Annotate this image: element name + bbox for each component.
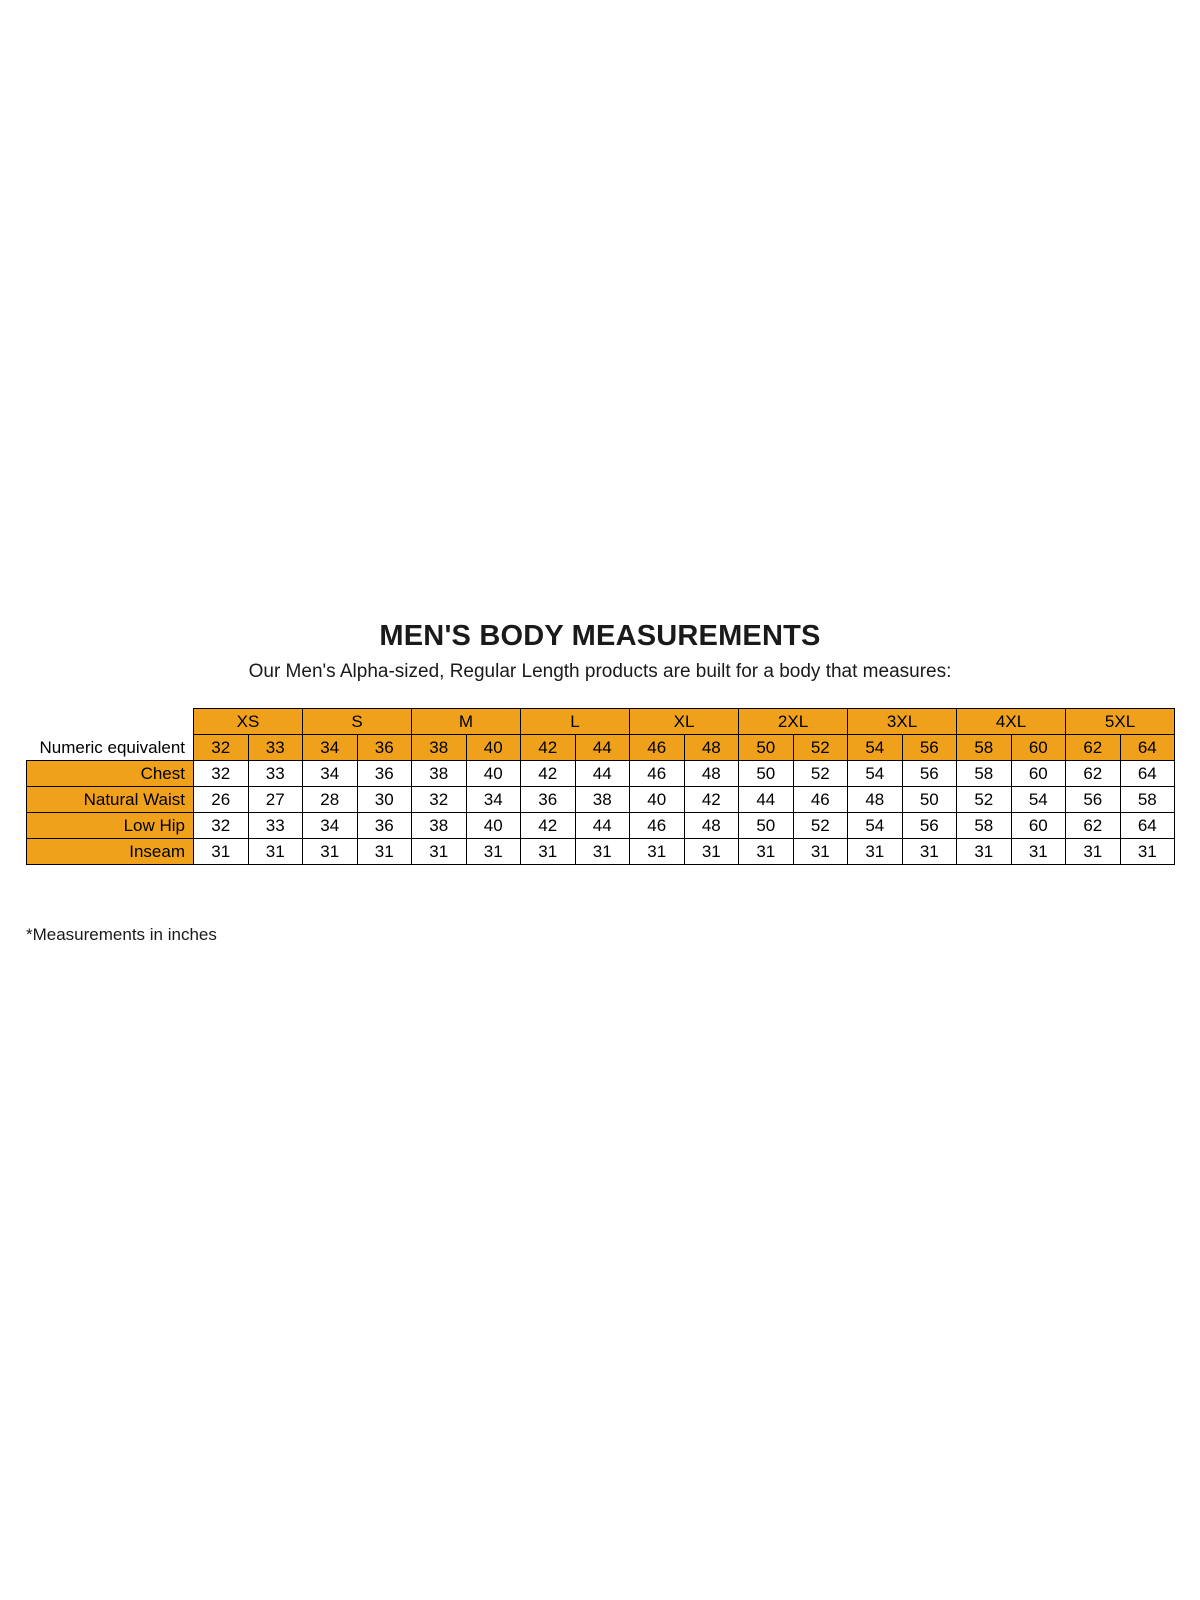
- cell-chest-12: 54: [848, 761, 903, 787]
- cell-chest-4: 38: [412, 761, 467, 787]
- cell-hip-9: 48: [684, 813, 739, 839]
- cell-hip-14: 58: [957, 813, 1012, 839]
- cell-chest-8: 46: [630, 761, 685, 787]
- cell-chest-17: 64: [1120, 761, 1175, 787]
- row-label-natural-waist: Natural Waist: [27, 787, 194, 813]
- cell-waist-13: 50: [902, 787, 957, 813]
- cell-numeric-3: 36: [357, 735, 412, 761]
- cell-waist-2: 28: [303, 787, 358, 813]
- table-row-low-hip: [27, 813, 1175, 839]
- table-row-chest: [27, 761, 1175, 787]
- cell-hip-11: 52: [793, 813, 848, 839]
- cell-numeric-12: 54: [848, 735, 903, 761]
- cell-hip-6: 42: [521, 813, 576, 839]
- cell-numeric-13: 56: [902, 735, 957, 761]
- cell-numeric-2: 34: [303, 735, 358, 761]
- cell-numeric-16: 62: [1066, 735, 1121, 761]
- size-header-3xl: 3XL: [848, 709, 957, 735]
- page-subtitle: Our Men's Alpha-sized, Regular Length products are built for a body that measures:: [248, 661, 952, 682]
- cell-numeric-5: 40: [466, 735, 521, 761]
- cell-inseam-15: 31: [1011, 839, 1066, 865]
- cell-inseam-17: 31: [1120, 839, 1175, 865]
- row-label-low-hip: Low Hip: [27, 813, 194, 839]
- cell-numeric-9: 48: [684, 735, 739, 761]
- cell-hip-7: 44: [575, 813, 630, 839]
- cell-inseam-16: 31: [1066, 839, 1121, 865]
- size-header-xl: XL: [630, 709, 739, 735]
- cell-inseam-8: 31: [630, 839, 685, 865]
- page-title: MEN'S BODY MEASUREMENTS: [379, 620, 821, 652]
- cell-chest-14: 58: [957, 761, 1012, 787]
- cell-chest-1: 33: [248, 761, 303, 787]
- row-label-chest: Chest: [27, 761, 194, 787]
- cell-inseam-2: 31: [303, 839, 358, 865]
- cell-waist-4: 32: [412, 787, 467, 813]
- cell-numeric-0: 32: [194, 735, 249, 761]
- cell-numeric-6: 42: [521, 735, 576, 761]
- cell-chest-2: 34: [303, 761, 358, 787]
- row-label-inseam: Inseam: [27, 839, 194, 865]
- cell-waist-12: 48: [848, 787, 903, 813]
- cell-hip-13: 56: [902, 813, 957, 839]
- table-row-numeric-equivalent: [27, 735, 1175, 761]
- cell-chest-9: 48: [684, 761, 739, 787]
- size-header-4xl: 4XL: [957, 709, 1066, 735]
- footnote: *Measurements in inches: [26, 925, 217, 944]
- cell-hip-3: 36: [357, 813, 412, 839]
- size-header-m: M: [412, 709, 521, 735]
- measurements-table-container: [26, 708, 1174, 865]
- size-header-l: L: [521, 709, 630, 735]
- cell-chest-6: 42: [521, 761, 576, 787]
- cell-numeric-7: 44: [575, 735, 630, 761]
- size-header-s: S: [303, 709, 412, 735]
- cell-numeric-14: 58: [957, 735, 1012, 761]
- cell-hip-4: 38: [412, 813, 467, 839]
- cell-inseam-3: 31: [357, 839, 412, 865]
- table-row-size-headers: [27, 709, 1175, 735]
- corner-spacer: [27, 709, 194, 735]
- cell-numeric-4: 38: [412, 735, 467, 761]
- cell-waist-3: 30: [357, 787, 412, 813]
- size-header-5xl: 5XL: [1066, 709, 1175, 735]
- cell-inseam-13: 31: [902, 839, 957, 865]
- table-row-inseam: [27, 839, 1175, 865]
- size-header-xs: XS: [194, 709, 303, 735]
- cell-chest-0: 32: [194, 761, 249, 787]
- cell-waist-17: 58: [1120, 787, 1175, 813]
- cell-waist-7: 38: [575, 787, 630, 813]
- cell-numeric-8: 46: [630, 735, 685, 761]
- cell-inseam-11: 31: [793, 839, 848, 865]
- row-label-numeric-equivalent: Numeric equivalent: [39, 737, 185, 757]
- cell-chest-15: 60: [1011, 761, 1066, 787]
- cell-numeric-11: 52: [793, 735, 848, 761]
- cell-waist-8: 40: [630, 787, 685, 813]
- cell-numeric-15: 60: [1011, 735, 1066, 761]
- cell-chest-11: 52: [793, 761, 848, 787]
- cell-waist-0: 26: [194, 787, 249, 813]
- cell-chest-3: 36: [357, 761, 412, 787]
- table-row-natural-waist: [27, 787, 1175, 813]
- cell-waist-1: 27: [248, 787, 303, 813]
- cell-waist-6: 36: [521, 787, 576, 813]
- cell-hip-8: 46: [630, 813, 685, 839]
- cell-hip-2: 34: [303, 813, 358, 839]
- cell-inseam-14: 31: [957, 839, 1012, 865]
- cell-hip-12: 54: [848, 813, 903, 839]
- cell-hip-0: 32: [194, 813, 249, 839]
- cell-inseam-4: 31: [412, 839, 467, 865]
- cell-hip-17: 64: [1120, 813, 1175, 839]
- cell-hip-5: 40: [466, 813, 521, 839]
- cell-chest-10: 50: [739, 761, 794, 787]
- cell-inseam-7: 31: [575, 839, 630, 865]
- cell-waist-15: 54: [1011, 787, 1066, 813]
- cell-hip-16: 62: [1066, 813, 1121, 839]
- cell-waist-11: 46: [793, 787, 848, 813]
- cell-hip-15: 60: [1011, 813, 1066, 839]
- cell-waist-16: 56: [1066, 787, 1121, 813]
- cell-chest-7: 44: [575, 761, 630, 787]
- cell-numeric-1: 33: [248, 735, 303, 761]
- cell-chest-13: 56: [902, 761, 957, 787]
- cell-numeric-10: 50: [739, 735, 794, 761]
- cell-waist-10: 44: [739, 787, 794, 813]
- cell-numeric-17: 64: [1120, 735, 1175, 761]
- cell-hip-10: 50: [739, 813, 794, 839]
- cell-waist-14: 52: [957, 787, 1012, 813]
- cell-inseam-12: 31: [848, 839, 903, 865]
- measurements-table: [26, 708, 1175, 865]
- cell-inseam-5: 31: [466, 839, 521, 865]
- cell-chest-16: 62: [1066, 761, 1121, 787]
- cell-waist-9: 42: [684, 787, 739, 813]
- cell-inseam-10: 31: [739, 839, 794, 865]
- cell-inseam-0: 31: [194, 839, 249, 865]
- cell-chest-5: 40: [466, 761, 521, 787]
- cell-hip-1: 33: [248, 813, 303, 839]
- cell-inseam-6: 31: [521, 839, 576, 865]
- cell-inseam-1: 31: [248, 839, 303, 865]
- size-header-2xl: 2XL: [739, 709, 848, 735]
- cell-inseam-9: 31: [684, 839, 739, 865]
- cell-waist-5: 34: [466, 787, 521, 813]
